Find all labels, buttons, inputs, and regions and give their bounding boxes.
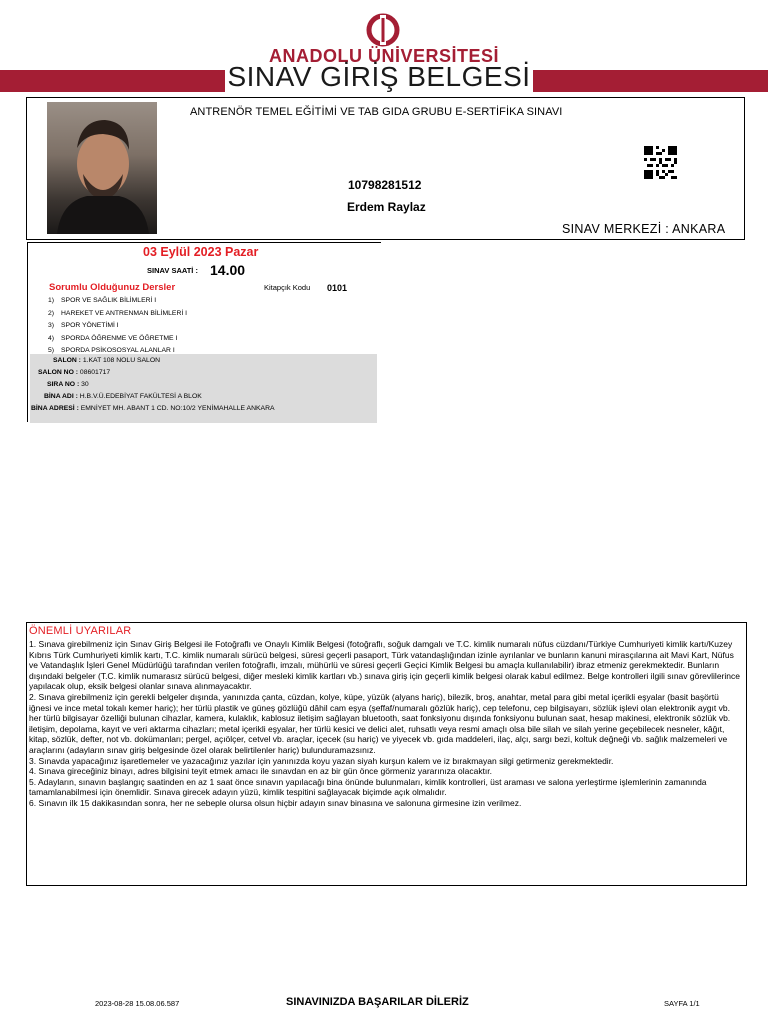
footer-wish: SINAVINIZDA BAŞARILAR DİLERİZ	[286, 996, 469, 1008]
warning-item: 2. Sınava girebilmeniz için gerekli belgeler dışında, yanınızda çanta, cüzdan, kolye, küpe, yüzük (alyans hariç), bilezik, broş, anahtar, metal para gibi metal içerikli eşyalar (basit başörtü iğnesi ve ince metal tokalı kemer hariç); her türlü plastik ve güneş gözlüğü dâhil cam eşya (şeffaf/numaralı gözlük hariç), cep telefonu, cep bilgisayarı, sözlük işlevi olan elektronik aygıt vb. her türlü bilgisayar özelliği bulunan cihazlar, kamera, kulaklık, kablosuz iletişim sağlayan bluetooth, saat fonksiyonu dışında fonksiyonu bulunan saat, hesap makinesi, elektronik sözlük vb. iletişim, depolama, kayıt ve veri aktarma cihazları; metal içerikli eşyalar, her türlü kesici ve delici alet, ruhsatlı veya resmi amaçlı olsa bile silah ve silah yerine geçebilecek nesneler, kâğıt, kitap, sözlük, defter, not vb. dokümanları; pergel, açıölçer, cetvel vb. araçlar, içecek (su hariç) ve yiyecek vb. gıda maddeleri, ilaç, alçı, sargı bezi, koltuk değneği vb. sağlık malzemeleri ve araçlarını (adayların sınav giriş belgesinde özel olarak belirtilenler hariç) bulunduramazsınız.	[29, 691, 731, 755]
exam-time-label: SINAV SAATİ :	[147, 266, 198, 275]
address-row: BİNA ADRESİ : EMNİYET MH. ABANT 1 CD. NO:10/2 YENİMAHALLE ANKARA	[31, 405, 275, 412]
document-title: SINAV GİRİŞ BELGESİ	[227, 61, 531, 92]
list-item: 3) SPOR YÖNETİMİ I	[48, 322, 119, 329]
warnings-title: ÖNEMLİ UYARILAR	[29, 625, 132, 637]
warning-item: 6. Sınavın ilk 15 dakikasından sonra, her ne sebeple olursa olsun hiçbir adayın sınav binasına ve salonuna girmesine izin verilmez.	[29, 797, 522, 808]
candidate-name: Erdem Raylaz	[347, 200, 426, 214]
courses-title: Sorumlu Olduğunuz Dersler	[49, 282, 176, 293]
list-item: 2) HAREKET VE ANTRENMAN BİLİMLERİ I	[48, 309, 188, 317]
exam-date: 03 Eylül 2023 Pazar	[143, 245, 259, 259]
seat-row: SIRA NO : 30	[47, 381, 89, 388]
footer-timestamp: 2023-08-28 15.08.06.587	[95, 999, 180, 1008]
warning-item: 1. Sınava girebilmeniz için Sınav Giriş Belgesi ile Fotoğraflı ve Onaylı Kimlik Belgesi (fotoğraflı, soğuk damgalı ve T.C. kimlik numaralı nüfus cüzdanı/Türkiye Cumhuriyeti kimlik kartı/Kuzey Kıbrıs Türk Cumhuriyeti kimlik kartı, T.C. kimlik numaralı sürücü belgesi, süresi geçerli pasaport, Türk vatandaşlığından izinle ayrılanlar ve bunların kanuni mirasçılarına ait Mavi Kart, Nüfus ve Vatandaşlık İşleri Genel Müdürlüğü tarafından verilen fotoğraflı, imzalı, mühürlü ve süresi geçerli Geçici Kimlik Belgesi bu amaçla kullanılabilir) ibraz etmeniz gerekmektedir. Bunların dışındaki belgeler (T.C. kimlik numarasız sürücü belgesi, diğer mesleki kimlik kartları vb.) sınava giriş için geçerli kimlik belgesi olarak kabul edilmez. Belge kontrolleri ilgili sınav görevlilerince yapılacak olup, eksik belgesi olanlar sınava alınmayacaktır.	[29, 639, 740, 692]
list-item: 5) SPORDA PSİKOSOSYAL ALANLAR I	[48, 347, 175, 354]
salon-row: SALON : 1.KAT 108 NOLU SALON	[53, 357, 161, 364]
detail-divider-left	[27, 242, 28, 422]
booklet-code-value: 0101	[327, 283, 348, 293]
course-list	[48, 295, 187, 358]
warnings-text	[29, 639, 741, 809]
exam-time-value: 14.00	[210, 262, 246, 278]
warning-item: 4. Sınava gireceğiniz binayı, adres bilgisini teyit etmek amacı ile sınavdan en az bir gün önce görmeniz yararınıza olacaktır.	[29, 766, 493, 777]
detail-divider-top	[27, 242, 381, 243]
qr-code-icon	[644, 146, 677, 179]
exam-name: ANTRENÖR TEMEL EĞİTİMİ VE TAB GIDA GRUBU E-SERTİFİKA SINAVI	[190, 106, 563, 118]
banner-bar-left	[0, 70, 225, 92]
warning-item: 5. Adayların, sınavın başlangıç saatinden en az 1 saat önce sınavın yapılacağı bina önünde bulunmaları, kimlik kontrolleri, üst araması ve salona yerleştirme işlemlerinin zamanında tamamlanabilmesi için önemlidir. Sınava girecek adayın yüzü, kimlik tespitini sağlayacak biçimde açık olmalıdır.	[29, 776, 707, 798]
salon-no-row: SALON NO : 08601717	[38, 369, 111, 376]
list-item: 1) SPOR VE SAĞLIK BİLİMLERİ I	[48, 297, 157, 304]
university-name: ANADOLU ÜNİVERSİTESİ	[268, 46, 500, 66]
salon-info-panel	[30, 354, 377, 423]
list-item: 4) SPORDA ÖĞRENME VE ÖĞRETME I	[48, 334, 178, 342]
booklet-code-label: Kitapçık Kodu	[264, 283, 311, 292]
warning-item: 3. Sınavda yapacağınız işaretlemeler ve yazacağınız yazılar için yanınızda koyu yazan siyah kurşun kalem ve iz bırakmayan silgi getirmeniz gerekmektedir.	[29, 755, 614, 766]
banner-bar-right	[533, 70, 768, 92]
footer-page-number: SAYFA 1/1	[664, 999, 700, 1008]
building-row: BİNA ADI : H.B.V.Ü.EDEBİYAT FAKÜLTESİ A BLOK	[44, 393, 202, 400]
candidate-photo	[47, 102, 157, 234]
exam-center: SINAV MERKEZİ : ANKARA	[562, 222, 726, 236]
candidate-id-number: 10798281512	[348, 178, 422, 192]
anadolu-university-logo-icon	[365, 13, 401, 47]
